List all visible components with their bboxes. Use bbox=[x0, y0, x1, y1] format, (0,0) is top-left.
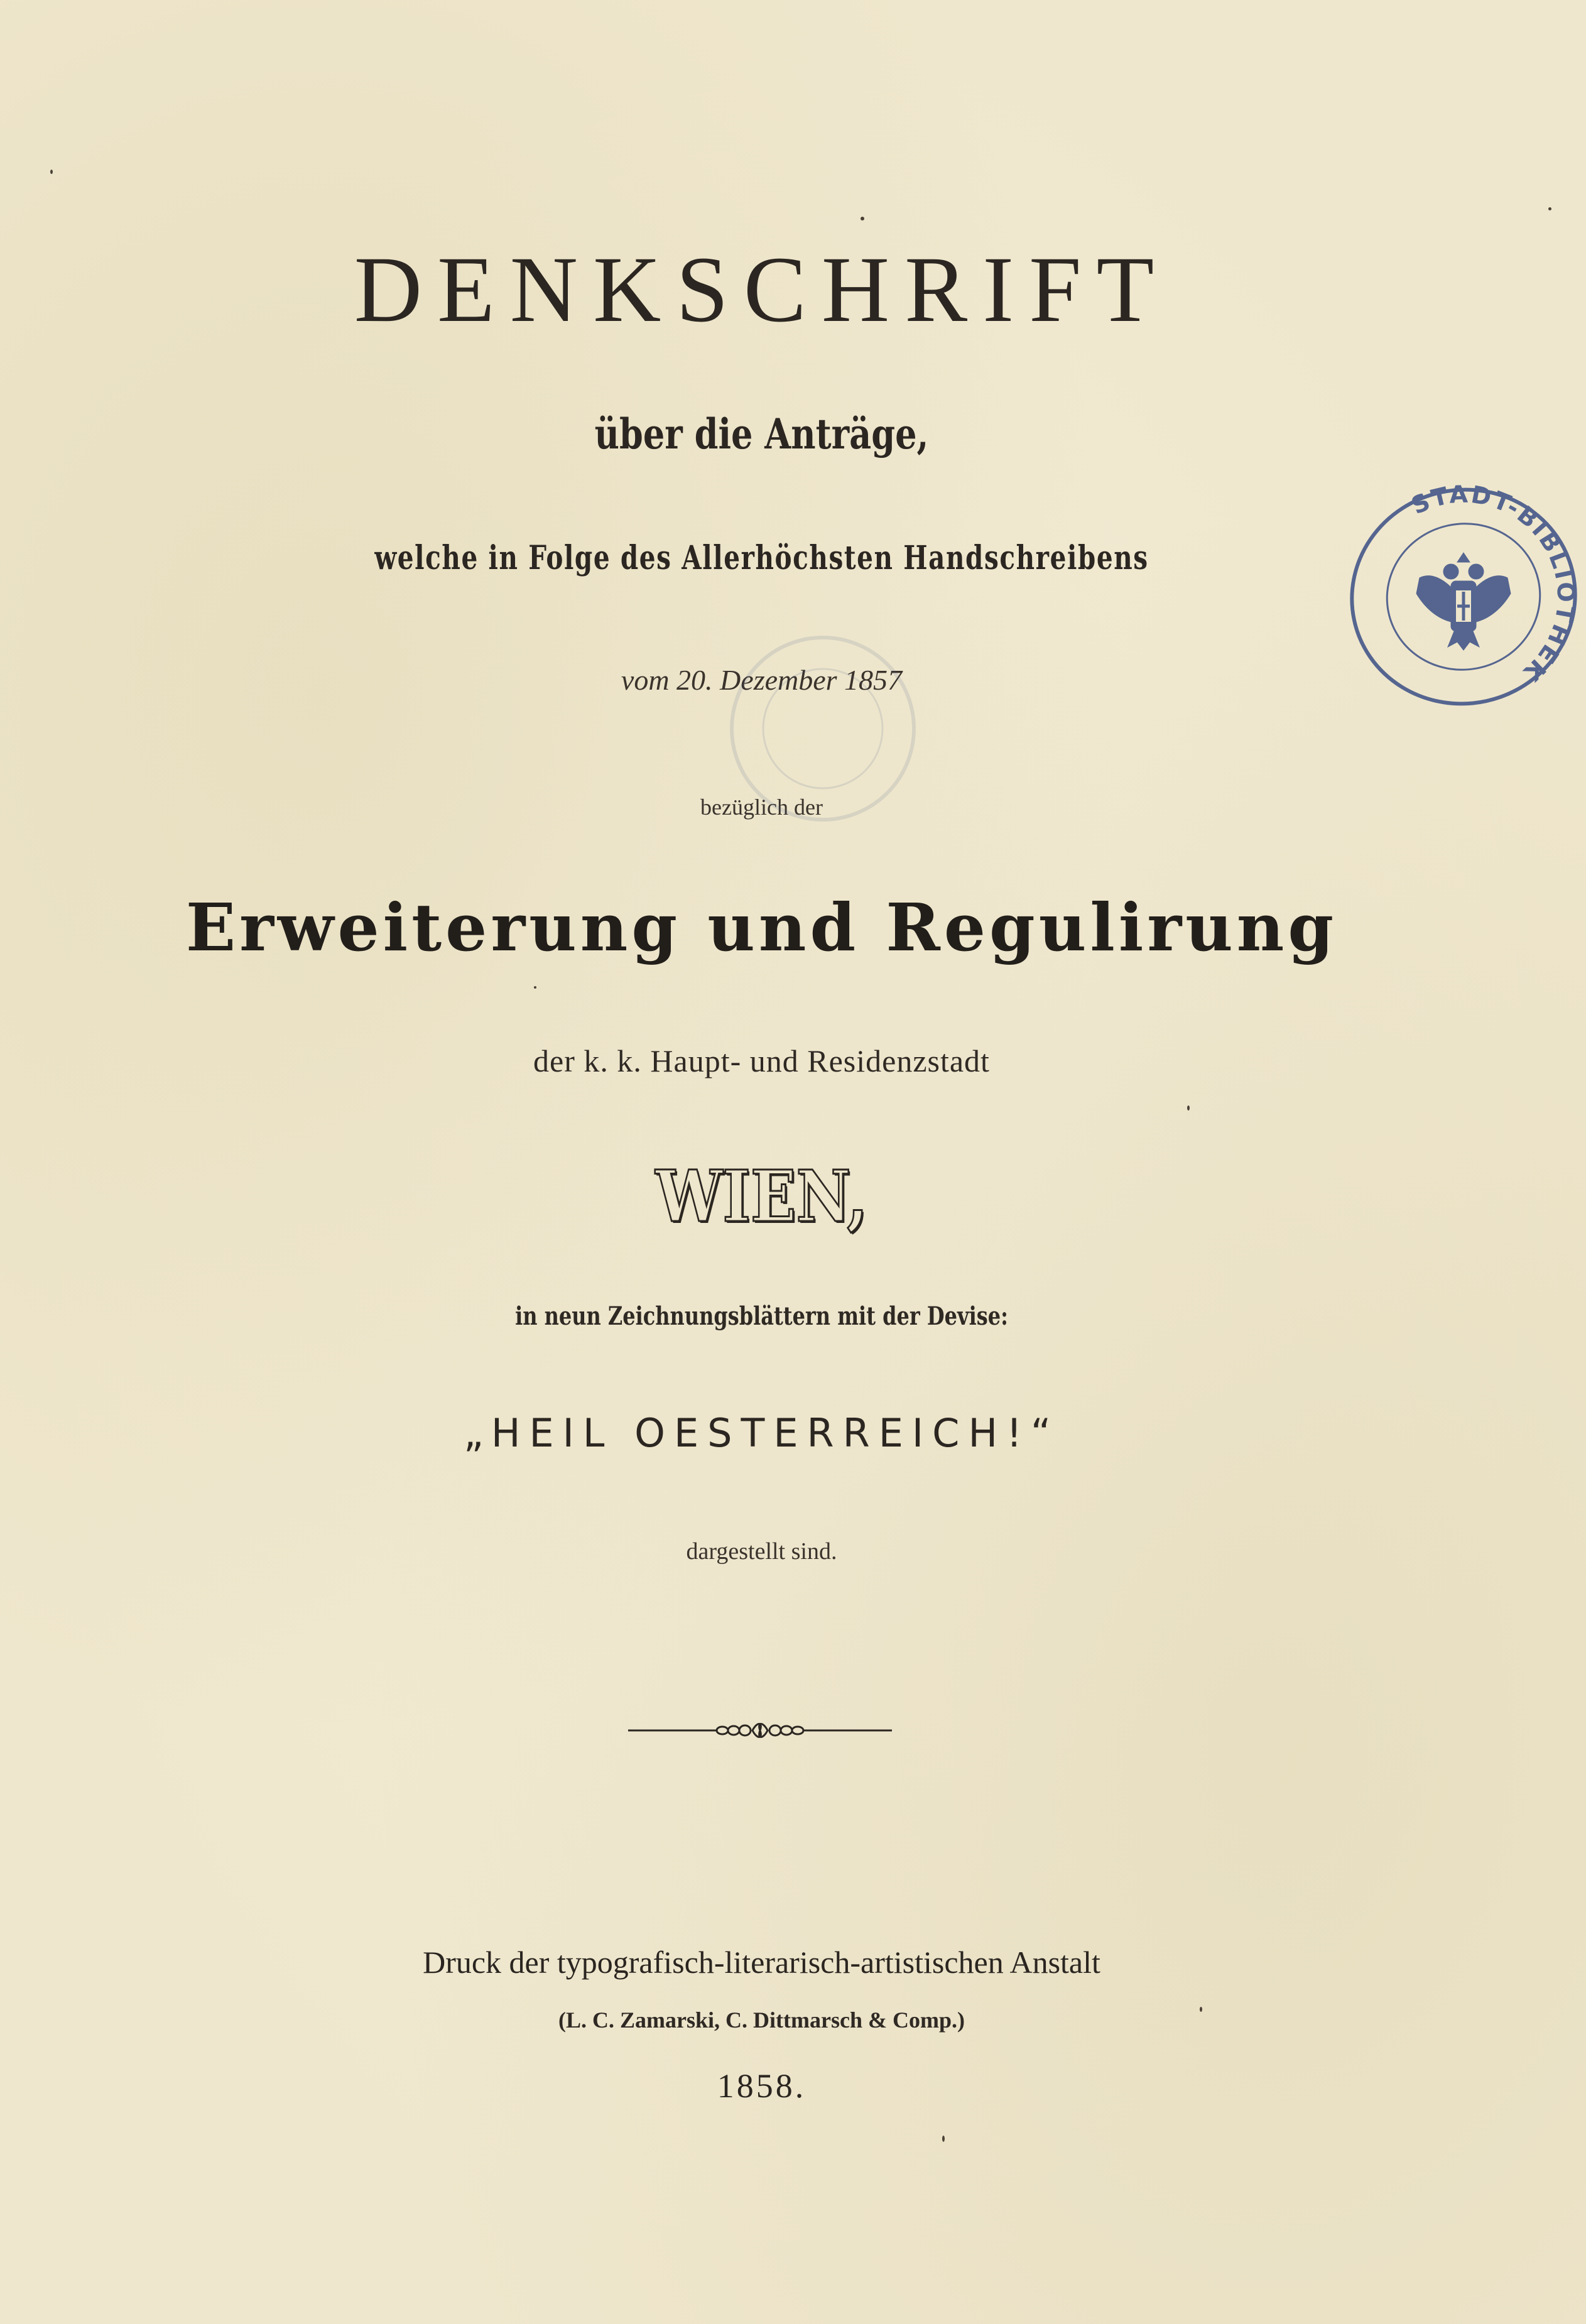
printer-line: (L. C. Zamarski, C. Dittmarsch & Comp.) bbox=[558, 2007, 965, 2033]
main-heading: Erweiterung und Regulirung bbox=[185, 889, 1338, 966]
library-stamp-icon bbox=[1344, 477, 1583, 716]
city-name: WIEN, bbox=[655, 1156, 868, 1238]
paper-speck bbox=[50, 170, 53, 174]
drawings-line: in neun Zeichnungsblättern mit der Devise: bbox=[515, 1301, 1008, 1331]
handschreiben-line: welche in Folge des Allerhöchsten Handschreibens bbox=[374, 539, 1149, 577]
document-subtitle: über die Anträge, bbox=[594, 410, 929, 459]
document-title: DENKSCHRIFT bbox=[354, 237, 1170, 342]
connector-text: bezüglich der bbox=[700, 795, 823, 820]
date-line: vom 20. Dezember 1857 bbox=[621, 664, 903, 696]
paper-speck bbox=[942, 2136, 945, 2142]
paper-speck bbox=[1548, 207, 1551, 210]
stamp-text: STADT-BIBLIOTHEK bbox=[1407, 480, 1580, 688]
paper-speck bbox=[861, 217, 864, 220]
paper-speck bbox=[1200, 2007, 1202, 2012]
paper-speck bbox=[534, 986, 536, 989]
motto: „HEIL OESTERREICH!“ bbox=[463, 1410, 1060, 1456]
presented-line: dargestellt sind. bbox=[686, 1538, 837, 1565]
city-line: der k. k. Haupt- und Residenzstadt bbox=[533, 1043, 990, 1078]
ornament-divider-icon bbox=[628, 1718, 892, 1743]
imprint-line: Druck der typografisch-literarisch-artistischen Anstalt bbox=[423, 1945, 1100, 1980]
ghost-stamp-icon bbox=[722, 628, 923, 829]
publication-year: 1858. bbox=[717, 2067, 807, 2105]
paper-speck bbox=[1187, 1105, 1190, 1110]
